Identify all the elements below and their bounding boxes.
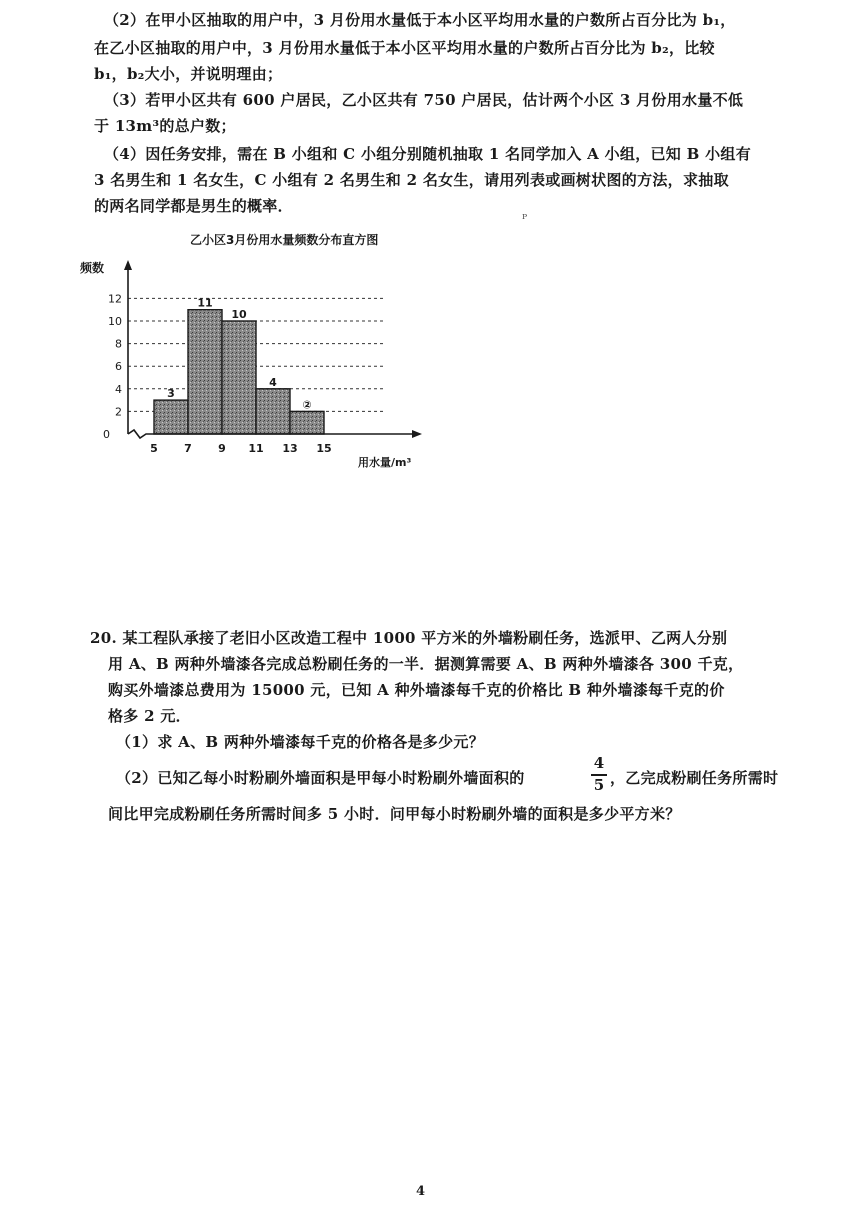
q19-part3-line1: （3）若甲小区共有 600 户居民，乙小区共有 750 户居民，估计两个小区 3 月份用水量不低 [104, 91, 744, 109]
q20-part2-text-a: （2）已知乙每小时粉刷外墙面积是甲每小时粉刷外墙面积的 [116, 769, 525, 787]
y-tick-label: 6 [115, 360, 122, 374]
histogram-bar [222, 321, 256, 434]
q19-part3-line2: 于 13m³的总户数； [94, 117, 236, 135]
x-tick-label: 5 [150, 442, 158, 455]
stray-mark: ᴾ [522, 212, 528, 226]
bar-value-label: 4 [269, 375, 277, 389]
histogram-chart [72, 228, 432, 478]
q19-part2-line3: b₁，b₂大小，并说明理由； [94, 65, 283, 83]
bar-value-label: 10 [231, 308, 247, 321]
y-axis-label: 频数 [80, 261, 105, 275]
page-number: 4 [416, 1184, 426, 1199]
histogram-bar [188, 310, 222, 434]
q20-line2: 用 A、B 两种外墙漆各完成总粉刷任务的一半．据测算需要 A、B 两种外墙漆各 300 千克， [108, 655, 744, 673]
y-tick-labels [103, 292, 122, 441]
q19-part4-line2: 3 名男生和 1 名女生，C 小组有 2 名男生和 2 名女生，请用列表或画树状图的方法，求抽取 [94, 171, 729, 189]
chart-title: 乙小区3月份用水量频数分布直方图 [190, 233, 379, 247]
histogram-bar [290, 411, 324, 434]
q19-part2-line1: （2）在甲小区抽取的用户中，3 月份用水量低于本小区平均用水量的户数所占百分比为 b₁， [104, 11, 736, 29]
y-tick-label: 8 [115, 337, 122, 351]
y-tick-label: 4 [115, 382, 122, 396]
x-axis-arrow [412, 430, 422, 438]
x-tick-labels [150, 442, 331, 455]
y-tick-label: 10 [108, 315, 122, 328]
bar-value-label: 3 [167, 387, 175, 401]
q20-line4: 格多 2 元． [108, 707, 191, 725]
x-tick-label: 7 [184, 442, 192, 455]
bar-value-label: ② [302, 398, 312, 412]
q19-part4-line1: （4）因任务安排，需在 B 小组和 C 小组分别随机抽取 1 名同学加入 A 小组，已知 B 小组有 [104, 145, 752, 163]
q20-part2-text-b: ，乙完成粉刷任务所需时 [610, 769, 779, 787]
x-tick-label: 15 [316, 442, 332, 455]
histogram-bar [154, 400, 188, 434]
x-tick-label: 9 [218, 442, 226, 455]
x-tick-label: 11 [248, 442, 264, 455]
bars [154, 310, 324, 434]
y-axis-arrow [124, 260, 132, 270]
fraction-denominator: 5 [593, 776, 605, 794]
q19-part2-line2: 在乙小区抽取的用户中，3 月份用水量低于本小区平均用水量的户数所占百分比为 b₂，比较 [94, 39, 715, 57]
x-axis-label: 用水量/m³ [358, 456, 412, 469]
bar-value-label: 11 [197, 296, 213, 310]
q20-part1: （1）求 A、B 两种外墙漆每千克的价格各是多少元？ [116, 733, 484, 751]
q20-line1: 20. 某工程队承接了老旧小区改造工程中 1000 平方米的外墙粉刷任务，选派甲、乙两人分别 [90, 629, 728, 647]
y-tick-label: 12 [108, 292, 122, 306]
histogram-bar [256, 389, 290, 434]
q20-line3: 购买外墙漆总费用为 15000 元，已知 A 种外墙漆每千克的价格比 B 种外墙漆每千克的价 [108, 681, 725, 699]
q19-part4-line3: 的两名同学都是男生的概率． [94, 197, 293, 215]
y-tick-label: 2 [115, 405, 122, 419]
x-tick-label: 13 [282, 442, 298, 455]
fraction-numerator: 4 [593, 754, 605, 772]
q20-part2-text-c: 间比甲完成粉刷任务所需时间多 5 小时．问甲每小时粉刷外墙的面积是多少平方米？ [108, 805, 681, 823]
y-tick-label: 0 [103, 428, 110, 441]
